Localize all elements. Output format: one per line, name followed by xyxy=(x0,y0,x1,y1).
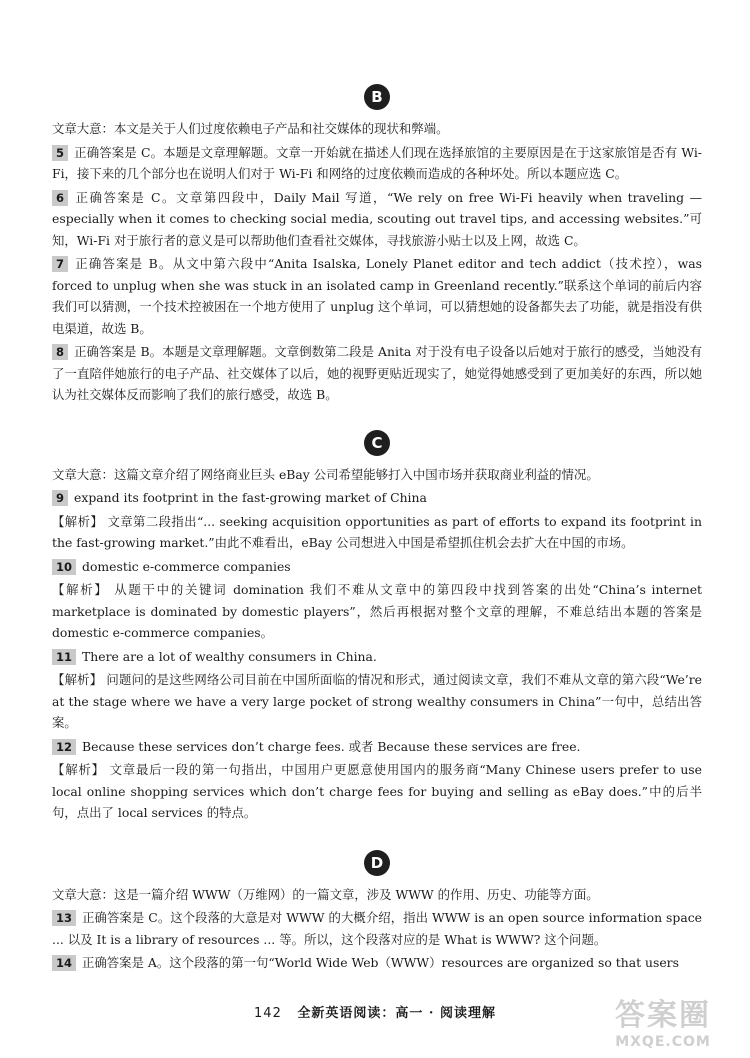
answer-12-text: Because these services don’t charge fees. 或者 Because these services are free. xyxy=(82,738,581,754)
answer-13 xyxy=(52,907,702,950)
question-number-8: 8 xyxy=(52,344,68,360)
section-b-summary: 文章大意：本文是关于人们过度依赖电子产品和社交媒体的现状和弊端。 xyxy=(52,121,449,136)
answer-7 xyxy=(52,253,702,339)
question-number-5: 5 xyxy=(52,145,68,161)
answer-10-text: domestic e-commerce companies xyxy=(82,558,291,574)
answer-10 xyxy=(52,556,702,578)
analysis-11: 【解析】 问题问的是这些网络公司目前在中国所面临的情况和形式，通过阅读文章，我们不难从文章的第六段“We’re at the stage where we have a very large pocket of strong wealthy consumers in China”一句中，总结出答案。 xyxy=(52,672,702,730)
book-title: 全新英语阅读：高一 · 阅读理解 xyxy=(297,1006,496,1021)
answer-6-text: 正确答案是 C。文章第四段中，Daily Mail 写道，“We rely on free Wi-Fi heavily when traveling — especially when it comes to checking social media, scouting out travel tips, and accessing websites.”可知，Wi-Fi 对于旅行者的意义是可以帮助他们查看社交媒体，寻找旅游小贴士以及上网，故选 C。 xyxy=(52,189,702,248)
question-number-9: 9 xyxy=(52,490,68,506)
question-number-13: 13 xyxy=(52,910,76,926)
analysis-9: 【解析】 文章第二段指出“... seeking acquisition opportunities as part of efforts to expand its footprint in the fast-growing market.”由此不难看出，eBay 公司想进入中国是希望抓住机会去扩大在中国的市场。 xyxy=(52,513,702,550)
section-d-summary: 文章大意：这是一篇介绍 WWW（万维网）的一篇文章，涉及 WWW 的作用、历史、功能等方面。 xyxy=(52,886,599,902)
analysis-12: 【解析】 文章最后一段的第一句指出，中国用户更愿意使用国内的服务商“Many Chinese users prefer to use local online shopping services which don’t charge fees for buying and selling as eBay does.”中的后半句，点出了 local services 的特点。 xyxy=(52,762,702,820)
answer-11-text: There are a lot of wealthy consumers in China. xyxy=(82,648,377,664)
question-number-12: 12 xyxy=(52,739,76,755)
page-number: 142 xyxy=(254,1006,282,1021)
answer-14 xyxy=(52,952,702,974)
question-number-6: 6 xyxy=(52,190,68,206)
answer-8-text: 正确答案是 B。本题是文章理解题。文章倒数第二段是 Anita 对于没有电子设备以后她对于旅行的感受，当她没有了一直陪伴她旅行的电子产品、社交媒体了以后，她的视野更贴近现实了，她觉得她感受到了更加美好的东西，所以她认为社交媒体反而影响了我们的旅行感受，故选 B。 xyxy=(52,344,702,402)
section-badge-b: B xyxy=(364,84,390,110)
watermark-logo: 答案圈 xyxy=(615,998,711,1033)
section-badge-d: D xyxy=(364,850,390,876)
analysis-10: 【解析】 从题干中的关键词 domination 我们不难从文章中的第四段中找到答案的出处“China’s internet marketplace is dominated by domestic players”，然后再根据对整个文章的理解，不难总结出本题的答案是 domestic e-commerce companies。 xyxy=(52,582,702,640)
question-number-11: 11 xyxy=(52,649,76,665)
answer-5 xyxy=(52,142,702,185)
answer-8 xyxy=(52,341,702,406)
page-content xyxy=(52,78,702,976)
answer-6 xyxy=(52,187,702,252)
answer-7-text: 正确答案是 B。从文中第六段中“Anita Isalska, Lonely Planet editor and tech addict（技术控），was forced to unplug when she was stuck in an isolated camp in Greenland recently.”联系这个单词的前后内容我们可以猜测，一个技术控被困在一个地方使用了 unplug 这个单词，可以猜想她的设备都失去了功能，就是指没有供电渠道，故选 B。 xyxy=(52,256,702,336)
answer-12 xyxy=(52,736,702,758)
answer-5-text: 正确答案是 C。本题是文章理解题。文章一开始就在描述人们现在选择旅馆的主要原因是在于这家旅馆是否有 Wi-Fi，接下来的几个部分也在说明人们对于 Wi-Fi 和网络的过度依赖而造成的各种坏处。所以本题应选 C。 xyxy=(52,144,702,181)
section-spacer xyxy=(52,408,702,424)
section-c-summary: 文章大意：这篇文章介绍了网络商业巨头 eBay 公司希望能够打入中国市场并获取商业利益的情况。 xyxy=(52,466,599,482)
answer-11 xyxy=(52,646,702,668)
watermark-url: MXQE.COM xyxy=(615,1034,711,1050)
watermark xyxy=(588,990,738,1050)
question-number-10: 10 xyxy=(52,559,76,575)
question-number-7: 7 xyxy=(52,256,68,272)
answer-9 xyxy=(52,487,702,509)
answer-9-text: expand its footprint in the fast-growing market of China xyxy=(74,490,427,505)
question-number-14: 14 xyxy=(52,955,76,971)
section-spacer xyxy=(52,826,702,844)
answer-14-text: 正确答案是 A。这个段落的第一句“World Wide Web（WWW）resources are organized so that users xyxy=(82,955,679,970)
section-badge-c: C xyxy=(364,430,390,456)
answer-13-text: 正确答案是 C。这个段落的大意是对 WWW 的大概介绍，指出 WWW is an open source information space ... 以及 It is a library of resources ... 等。所以，这个段落对应的是 What is WWW? 这个问题。 xyxy=(52,910,702,947)
